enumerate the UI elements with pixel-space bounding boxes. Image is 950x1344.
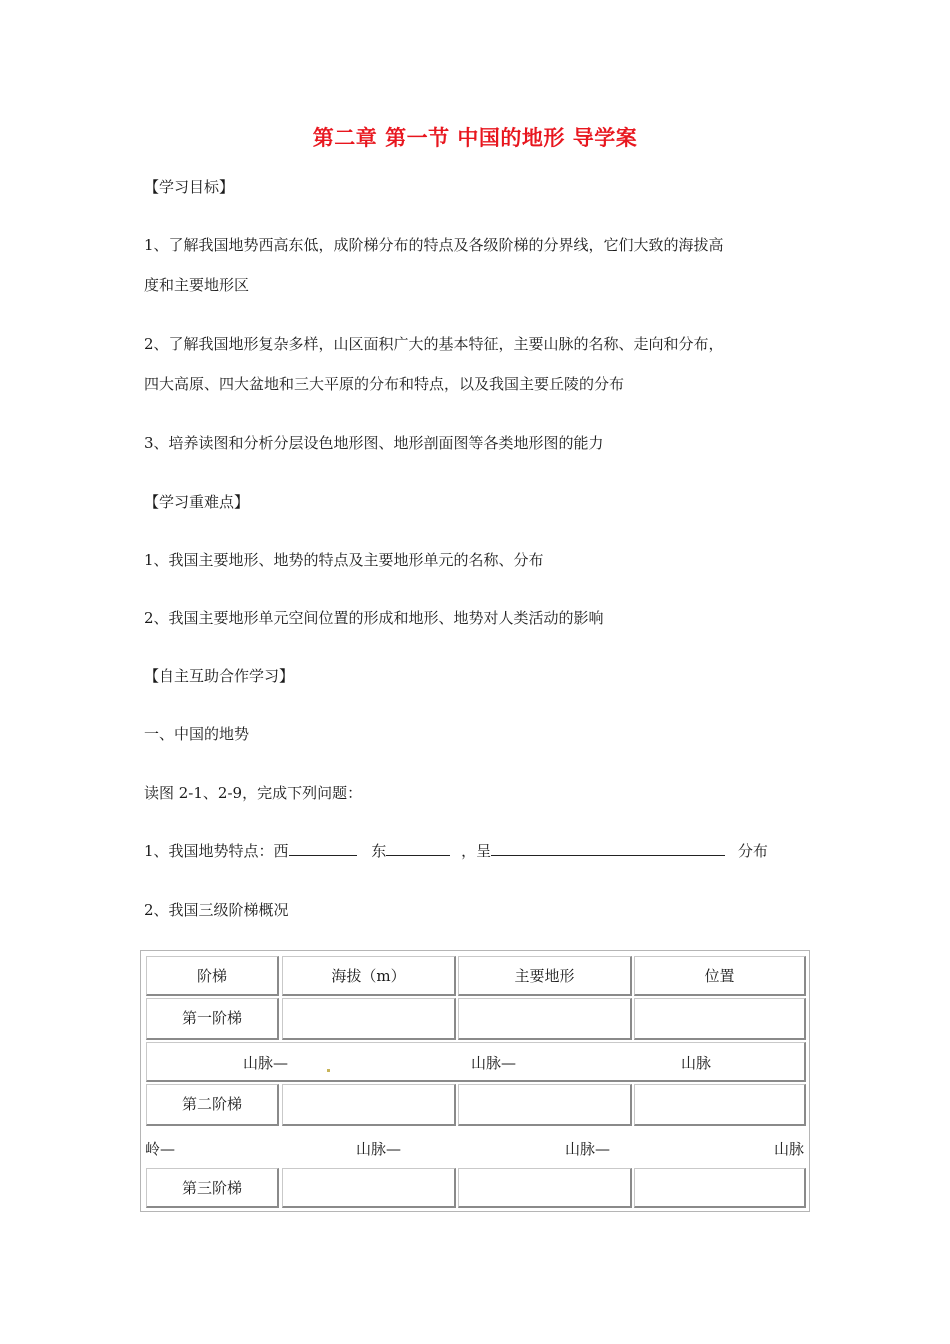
objective-1-line-1: 1、了解我国地势西高东低，成阶梯分布的特点及各级阶梯的分界线，它们大致的海拔高 (144, 236, 724, 254)
header-altitude: 海拔（m） (282, 956, 456, 996)
objective-2-line-1: 2、了解我国地形复杂多样，山区面积广大的基本特征，主要山脉的名称、走向和分布， (144, 335, 724, 353)
boundary-2-mountain-c: 山脉 (774, 1140, 805, 1158)
fill-blank-east[interactable] (386, 841, 450, 856)
part-1-heading: 一、中国的地势 (144, 725, 250, 743)
page-title: 第二章 第一节 中国的地形 导学案 (312, 126, 638, 150)
decorative-dot (327, 1069, 330, 1072)
header-landform: 主要地形 (458, 956, 632, 996)
q1-comma: ，呈 (461, 842, 492, 860)
question-1 (144, 840, 768, 861)
boundary-row-2 (141, 1128, 809, 1168)
cell-step-1-location[interactable] (634, 998, 806, 1040)
boundary-row-1 (146, 1042, 806, 1082)
cell-step-2-landform[interactable] (458, 1084, 632, 1126)
boundary-2-mountain-b: 山脉— (565, 1140, 611, 1158)
boundary-2-ridge: 岭— (145, 1140, 176, 1158)
boundary-1-mountain-c: 山脉 (681, 1054, 712, 1072)
objectives-header: 【学习目标】 (144, 178, 235, 196)
row-step-1-label: 第一阶梯 (146, 998, 279, 1040)
fill-blank-distribution[interactable] (491, 841, 725, 856)
fill-blank-west[interactable] (289, 841, 357, 856)
cell-step-2-altitude[interactable] (282, 1084, 456, 1126)
key-points-header: 【学习重难点】 (144, 493, 250, 511)
objective-3: 3、培养读图和分析分层设色地形图、地形剖面图等各类地形图的能力 (144, 434, 604, 452)
question-2: 2、我国三级阶梯概况 (144, 901, 289, 919)
header-step: 阶梯 (146, 956, 279, 996)
read-instruction: 读图 2-1、2-9，完成下列问题： (144, 784, 363, 802)
boundary-1-mountain-b: 山脉— (471, 1054, 517, 1072)
objective-2-line-2: 四大高原、四大盆地和三大平原的分布和特点，以及我国主要丘陵的分布 (144, 375, 625, 393)
row-step-3-label: 第三阶梯 (146, 1168, 279, 1208)
boundary-2-mountain-a: 山脉— (356, 1140, 402, 1158)
objective-1-line-2: 度和主要地形区 (144, 276, 250, 294)
q1-suffix: 分布 (737, 842, 768, 860)
row-step-2-label: 第二阶梯 (146, 1084, 279, 1126)
cell-step-3-landform[interactable] (458, 1168, 632, 1208)
q1-prefix: 1、我国地势特点：西 (144, 842, 289, 860)
cell-step-3-altitude[interactable] (282, 1168, 456, 1208)
boundary-1-mountain-a: 山脉— (243, 1054, 289, 1072)
cell-step-3-location[interactable] (634, 1168, 806, 1208)
q1-east: 东 (371, 842, 387, 860)
cell-step-2-location[interactable] (634, 1084, 806, 1126)
self-study-header: 【自主互助合作学习】 (144, 667, 295, 685)
key-point-1: 1、我国主要地形、地势的特点及主要地形单元的名称、分布 (144, 551, 544, 569)
cell-step-1-altitude[interactable] (282, 998, 456, 1040)
key-point-2: 2、我国主要地形单元空间位置的形成和地形、地势对人类活动的影响 (144, 609, 604, 627)
cell-step-1-landform[interactable] (458, 998, 632, 1040)
terrain-steps-table (140, 950, 810, 1212)
header-location: 位置 (634, 956, 806, 996)
